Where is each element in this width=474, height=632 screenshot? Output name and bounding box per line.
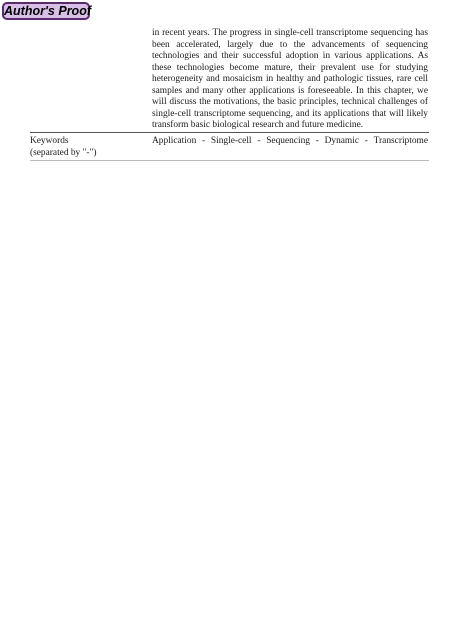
abstract-text: in recent years. The progress in single-cell transcriptome sequencing has been accelerated, largely due to the advancements of sequencing technologies and their successful adoption in various applications. As these technologies become mature, their prevalent use for studying heterogeneity and mosaicism in healthy and pathologic tissues, rare cell samples and many other applications is foreseeable. In this chapter, we will discuss the motivations, the basic principles, technical challenges of single-cell transcriptome sequencing, and its applications that will likely transform basic biological research and future medicine. xyxy=(152,28,428,130)
keyword: Single-cell xyxy=(210,136,252,146)
keyword: Dynamic xyxy=(324,136,359,146)
keyword-separator: - xyxy=(257,136,261,146)
keywords-label-title: Keywords xyxy=(30,136,69,146)
keyword-separator: - xyxy=(364,136,368,146)
authors-proof-badge: Author's Proof xyxy=(4,4,91,18)
keywords-label xyxy=(30,136,140,159)
table-rule-bottom xyxy=(30,160,429,161)
keyword: Sequencing xyxy=(266,136,310,146)
keyword: Application xyxy=(152,136,197,146)
keyword-separator: - xyxy=(315,136,319,146)
table-rule-top xyxy=(30,132,429,133)
keywords-list xyxy=(152,136,428,148)
keyword: Transcriptome xyxy=(373,136,428,146)
keywords-label-separator-note: (separated by "-") xyxy=(30,147,97,158)
keyword-separator: - xyxy=(202,136,206,146)
